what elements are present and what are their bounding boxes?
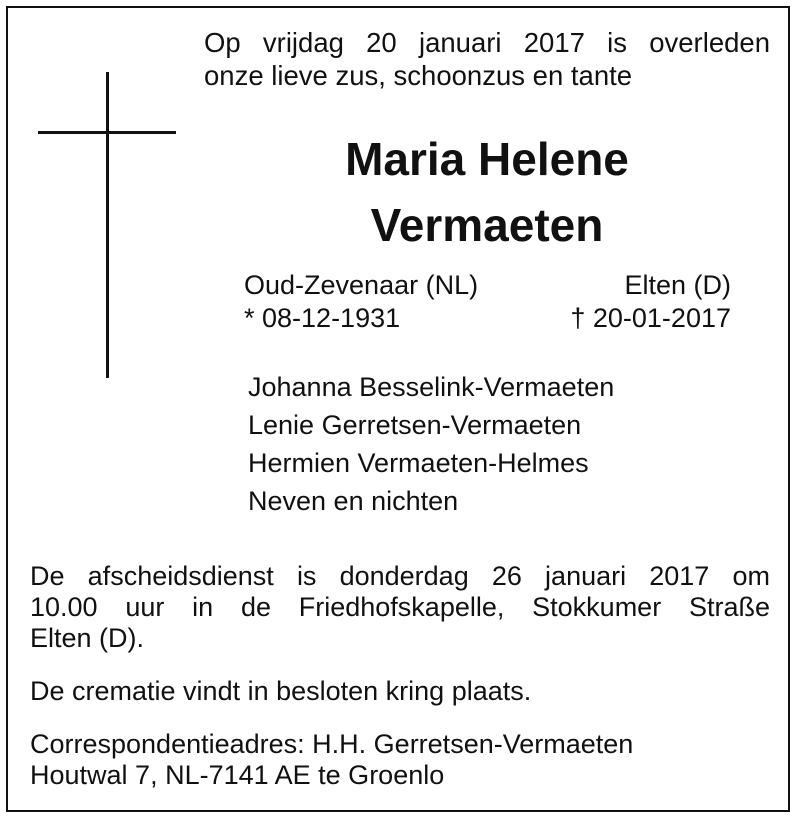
birth-place: Oud-Zevenaar (NL)	[244, 270, 479, 300]
service-line-1: De afscheidsdienst is donderdag 26 januari 2017 om	[30, 561, 770, 591]
correspondence-address	[30, 729, 770, 791]
family-member: Johanna Besselink-Vermaeten	[248, 372, 615, 402]
deceased-name	[204, 126, 770, 258]
service-line-3: Elten (D).	[30, 623, 145, 653]
family-list	[248, 368, 614, 520]
deceased-first-names: Maria Helene	[345, 133, 629, 185]
family-member: Lenie Gerretsen-Vermaeten	[248, 410, 582, 440]
correspondence-line-2: Houtwal 7, NL-7141 AE te Groenlo	[30, 760, 445, 790]
family-member: Neven en nichten	[248, 486, 459, 516]
intro-line-2: onze lieve zus, schoonzus en tante	[204, 60, 633, 91]
intro-line-1: Op vrijdag 20 januari 2017 is overleden	[204, 27, 770, 58]
service-line-2: 10.00 uur in de Friedhofskapelle, Stokkumer Straße	[30, 592, 770, 622]
cross-icon-horizontal-bar	[38, 131, 176, 134]
death-date: † 20-01-2017	[570, 303, 731, 333]
dates-row	[244, 302, 731, 335]
family-member: Hermien Vermaeten-Helmes	[248, 448, 589, 478]
birth-date: * 08-12-1931	[244, 303, 401, 333]
deceased-surname: Vermaeten	[370, 199, 604, 251]
death-place: Elten (D)	[624, 270, 731, 300]
service-announcement	[30, 561, 770, 654]
cross-icon-vertical-bar	[106, 72, 109, 378]
intro-text	[204, 26, 770, 92]
correspondence-line-1: Correspondentieadres: H.H. Gerretsen-Vermaeten	[30, 729, 634, 759]
birth-death-info	[244, 269, 731, 335]
cremation-notice: De crematie vindt in besloten kring plaats.	[30, 676, 532, 706]
places-row	[244, 269, 731, 302]
